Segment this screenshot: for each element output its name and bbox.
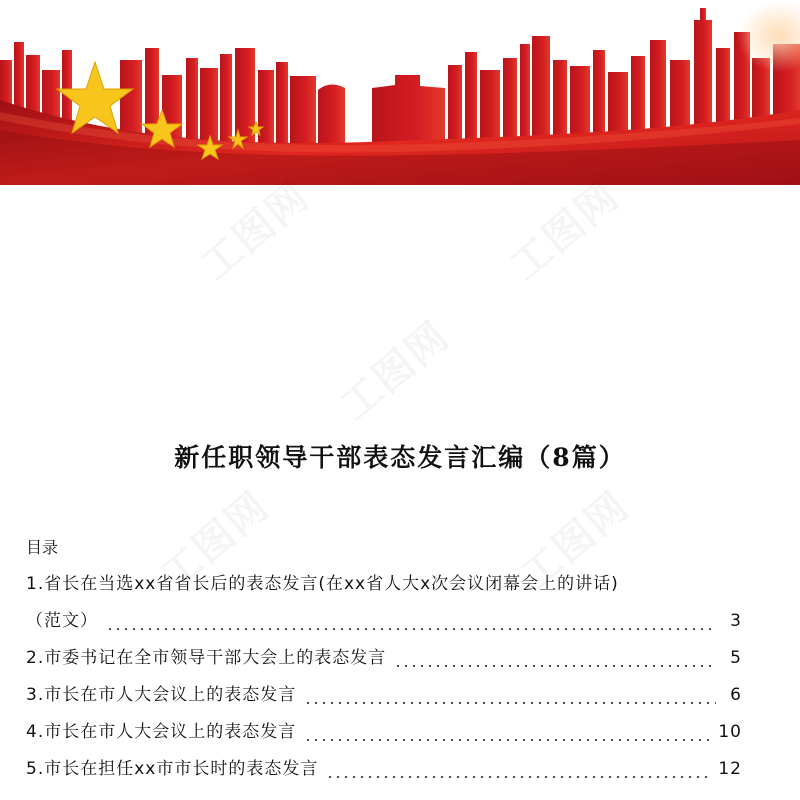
header-banner [0,0,800,185]
toc-entry-text: 4.市长在市人大会议上的表态发言 [26,722,297,742]
toc-entry-text: （范文） [26,611,98,631]
toc-page-number: 3 [730,611,742,631]
watermark [326,306,459,431]
toc-entry-text: 2.市委书记在全市领导干部大会上的表态发言 [26,648,387,668]
toc-entry[interactable] [26,677,742,714]
toc-entry[interactable] [26,566,742,603]
document-title: 新任职领导干部表态发言汇编（8篇） [174,443,626,472]
toc-entry-text: 1.省长在当选xx省省长后的表态发言(在xx省人大x次会议闭幕会上的讲话) [26,574,619,594]
toc-page-number: 6 [730,685,742,705]
table-of-contents [26,566,742,788]
toc-entry[interactable] [26,640,742,677]
toc-entry-text: 3.市长在市人大会议上的表态发言 [26,685,297,705]
toc-entry[interactable] [26,603,742,640]
city-skyline-banner [0,0,800,185]
toc-page-number: 5 [730,648,742,668]
dot-leader [304,688,716,705]
toc-entry-text: 5.市长在担任xx市市长时的表态发言 [26,759,319,779]
dot-leader [304,725,710,742]
toc-page-number: 12 [718,759,742,779]
toc-page-number: 10 [718,722,742,742]
dot-leader [106,614,716,631]
toc-heading: 目录 [26,538,59,557]
toc-entry[interactable] [26,751,742,788]
dot-leader [394,651,716,668]
toc-entry[interactable] [26,714,742,751]
dot-leader [326,762,710,779]
